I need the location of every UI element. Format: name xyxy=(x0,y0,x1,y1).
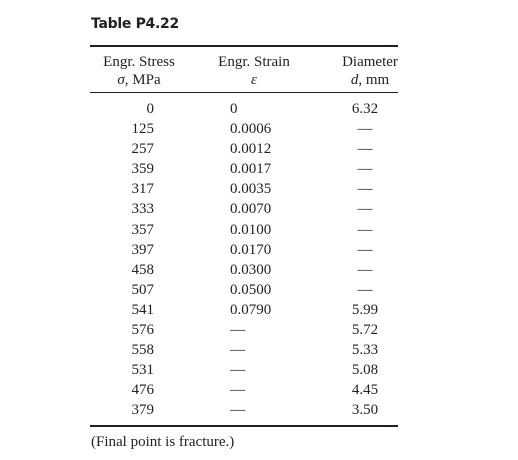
table-row xyxy=(0,99,518,119)
cell-diameter: — xyxy=(357,201,373,218)
table-row xyxy=(0,260,518,280)
cell-strain: 0.0006 xyxy=(230,121,272,138)
header-strain-unit-line xyxy=(208,71,300,89)
cell-diameter: 5.33 xyxy=(351,342,379,359)
cell-diameter: 6.32 xyxy=(351,101,379,117)
top-rule xyxy=(90,45,398,47)
table-row xyxy=(0,159,518,179)
table-row xyxy=(0,300,518,320)
cell-strain: 0.0170 xyxy=(230,241,272,258)
cell-diameter: 5.08 xyxy=(351,362,379,379)
cell-strain: 0.0300 xyxy=(230,261,272,278)
cell-stress: 0 xyxy=(146,101,154,117)
cell-strain: 0.0017 xyxy=(230,161,272,178)
diameter-unit: , mm xyxy=(358,72,390,88)
cell-diameter: 5.72 xyxy=(351,322,379,339)
cell-stress: 357 xyxy=(131,221,154,238)
cell-strain: — xyxy=(230,382,245,399)
cell-diameter: — xyxy=(357,281,373,298)
cell-stress: 333 xyxy=(131,201,154,218)
cell-diameter: — xyxy=(357,181,373,198)
epsilon-symbol: ε xyxy=(251,72,257,88)
cell-stress: 379 xyxy=(131,402,154,419)
cell-stress: 359 xyxy=(131,161,154,178)
cell-stress: 257 xyxy=(131,141,154,158)
cell-stress: 458 xyxy=(131,261,154,278)
header-diameter-unit-line xyxy=(330,71,410,89)
table-title: Table P4.22 xyxy=(91,16,179,32)
cell-stress: 397 xyxy=(131,241,154,258)
table-row xyxy=(0,139,518,159)
d-symbol: d xyxy=(350,72,359,88)
cell-strain: 0.0790 xyxy=(230,301,272,318)
cell-diameter: — xyxy=(357,161,373,178)
header-engr-strain xyxy=(208,53,300,89)
header-stress-label: Engr. Stress xyxy=(103,54,175,70)
table-row xyxy=(0,179,518,199)
table-row xyxy=(0,220,518,240)
table-row xyxy=(0,360,518,380)
cell-stress: 476 xyxy=(131,382,154,399)
table-row xyxy=(0,380,518,400)
cell-strain: 0.0070 xyxy=(230,201,272,218)
header-stress-unit-line xyxy=(92,71,186,89)
header-diameter-label: Diameter xyxy=(342,54,398,70)
cell-diameter: — xyxy=(357,221,373,238)
cell-strain: — xyxy=(230,342,245,359)
cell-strain: — xyxy=(230,322,245,339)
cell-stress: 531 xyxy=(131,362,154,379)
header-diameter xyxy=(330,53,410,89)
table-row xyxy=(0,280,518,300)
cell-stress: 507 xyxy=(131,281,154,298)
header-rule xyxy=(90,92,398,93)
table-row xyxy=(0,240,518,260)
cell-diameter: 5.99 xyxy=(351,301,379,318)
stress-unit: , MPa xyxy=(124,72,161,88)
cell-strain: — xyxy=(230,362,245,379)
table-row xyxy=(0,320,518,340)
table-row xyxy=(0,340,518,360)
header-strain-label: Engr. Strain xyxy=(218,54,290,70)
cell-stress: 317 xyxy=(131,181,154,198)
cell-stress: 125 xyxy=(131,121,154,138)
sigma-symbol: σ xyxy=(117,72,125,88)
table-row xyxy=(0,199,518,219)
cell-stress: 541 xyxy=(131,301,154,318)
cell-diameter: 3.50 xyxy=(351,402,379,419)
footnote: (Final point is fracture.) xyxy=(91,434,235,450)
cell-diameter: — xyxy=(357,241,373,258)
cell-stress: 558 xyxy=(131,342,154,359)
cell-strain: 0.0012 xyxy=(230,141,272,158)
cell-diameter: — xyxy=(357,261,373,278)
cell-diameter: 4.45 xyxy=(351,382,379,399)
cell-diameter: — xyxy=(357,121,373,138)
cell-strain: — xyxy=(230,402,245,419)
cell-strain: 0 xyxy=(230,101,238,117)
cell-strain: 0.0500 xyxy=(230,281,272,298)
table-body xyxy=(0,99,518,421)
cell-diameter: — xyxy=(357,141,373,158)
table-row xyxy=(0,400,518,420)
bottom-rule xyxy=(90,425,398,427)
cell-stress: 576 xyxy=(131,322,154,339)
header-engr-stress xyxy=(92,53,186,89)
cell-strain: 0.0035 xyxy=(230,181,272,198)
table-row xyxy=(0,119,518,139)
cell-strain: 0.0100 xyxy=(230,221,272,238)
